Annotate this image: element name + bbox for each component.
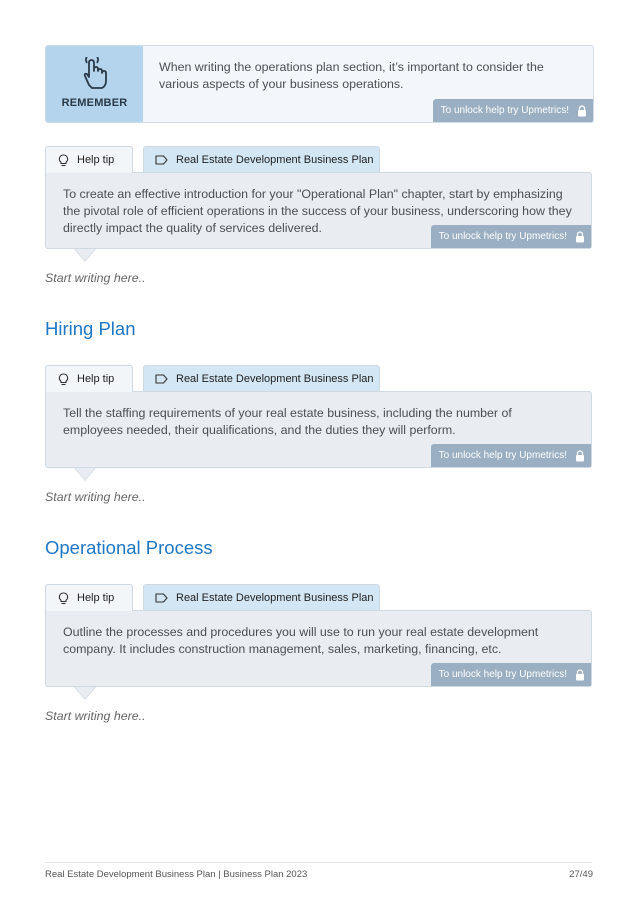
tab-help-tip[interactable] bbox=[45, 584, 133, 611]
lock-icon bbox=[575, 231, 585, 243]
lightbulb-icon bbox=[58, 592, 69, 605]
help-tip-label: Help tip bbox=[77, 373, 115, 385]
remember-text: When writing the operations plan section, it’s important to consider the various aspects of your business operations. bbox=[159, 60, 544, 91]
tab-help-tip[interactable] bbox=[45, 146, 133, 173]
help-tip-text: To create an effective introduction for your "Operational Plan" chapter, start by emphasizing the pivotal role of efficient operations in the success of your business, underscoring how they directly impact the quality of services delivered. bbox=[63, 187, 572, 235]
remember-sidebar bbox=[46, 46, 143, 122]
footer-divider bbox=[45, 862, 592, 863]
remember-label: REMEMBER bbox=[61, 97, 128, 109]
help-tip-box bbox=[45, 391, 592, 468]
finger-tap-icon bbox=[80, 57, 108, 91]
lock-icon bbox=[577, 105, 587, 117]
unlock-label: To unlock help try Upmetrics! bbox=[440, 105, 569, 116]
footer-page-number: 27/49 bbox=[569, 869, 593, 880]
help-tip-box bbox=[45, 172, 592, 249]
section-title-operational-process: Operational Process bbox=[45, 537, 213, 558]
help-tip-label: Help tip bbox=[77, 592, 115, 604]
help-tip-label: Help tip bbox=[77, 154, 115, 166]
unlock-button[interactable] bbox=[431, 225, 591, 248]
tab-plan-name[interactable] bbox=[143, 365, 380, 392]
start-writing-prompt[interactable]: Start writing here.. bbox=[45, 709, 146, 723]
plan-tab-label: Real Estate Development Business Plan bbox=[176, 154, 374, 166]
tip-pointer bbox=[75, 687, 95, 699]
unlock-button[interactable] bbox=[431, 444, 591, 467]
start-writing-prompt[interactable]: Start writing here.. bbox=[45, 271, 146, 285]
lightbulb-icon bbox=[58, 373, 69, 386]
remember-callout bbox=[45, 45, 594, 123]
tip-pointer bbox=[75, 249, 95, 261]
plan-tab-label: Real Estate Development Business Plan bbox=[176, 373, 374, 385]
help-tip-box bbox=[45, 610, 592, 687]
tag-icon bbox=[155, 155, 168, 165]
footer-document-title: Real Estate Development Business Plan | Business Plan 2023 bbox=[45, 869, 308, 880]
tab-plan-name[interactable] bbox=[143, 146, 380, 173]
start-writing-prompt[interactable]: Start writing here.. bbox=[45, 490, 146, 504]
lock-icon bbox=[575, 669, 585, 681]
plan-tab-label: Real Estate Development Business Plan bbox=[176, 592, 374, 604]
unlock-label: To unlock help try Upmetrics! bbox=[438, 669, 567, 680]
tag-icon bbox=[155, 593, 168, 603]
tab-help-tip[interactable] bbox=[45, 365, 133, 392]
lightbulb-icon bbox=[58, 154, 69, 167]
unlock-button[interactable] bbox=[431, 663, 591, 686]
unlock-button[interactable] bbox=[433, 99, 593, 122]
help-tip-text: Outline the processes and procedures you will use to run your real estate development company. It includes construction management, sales, marketing, financing, etc. bbox=[63, 625, 539, 656]
section-title-hiring-plan: Hiring Plan bbox=[45, 318, 136, 339]
lock-icon bbox=[575, 450, 585, 462]
tag-icon bbox=[155, 374, 168, 384]
help-tip-text: Tell the staffing requirements of your real estate business, including the number of employees needed, their qualifications, and the duties they will perform. bbox=[63, 406, 512, 437]
tip-pointer bbox=[75, 468, 95, 480]
unlock-label: To unlock help try Upmetrics! bbox=[438, 231, 567, 242]
unlock-label: To unlock help try Upmetrics! bbox=[438, 450, 567, 461]
tab-plan-name[interactable] bbox=[143, 584, 380, 611]
